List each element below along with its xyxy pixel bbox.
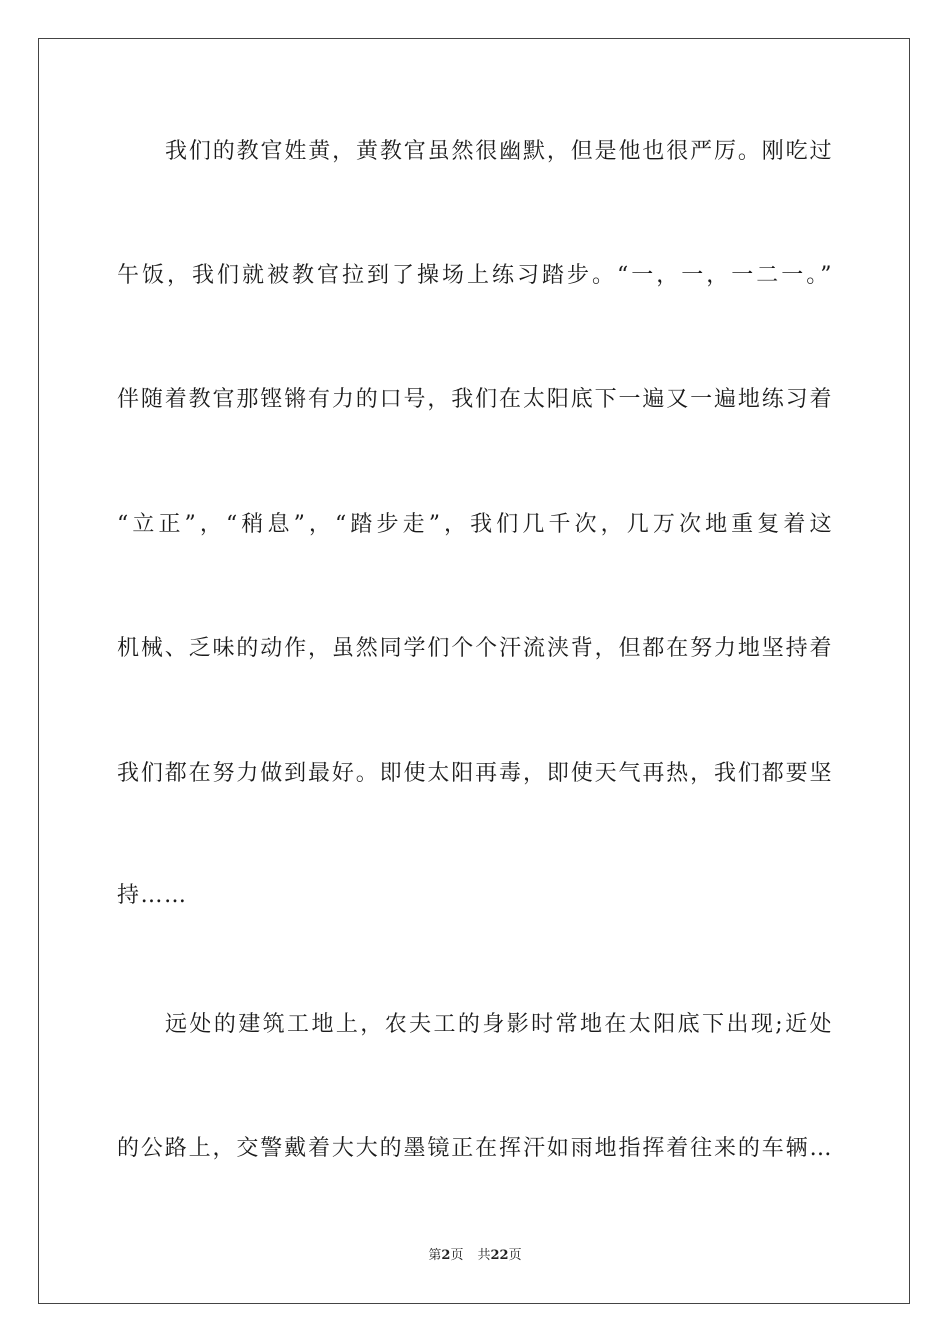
page-footer [0, 1247, 950, 1265]
paragraph-2-line-2: 的公路上，交警戴着大大的墨镜正在挥汗如雨地指挥着往来的车辆… [117, 1136, 833, 1161]
paragraph-1-line-1: 我们的教官姓黄，黄教官虽然很幽默，但是他也很严厉。刚吃过 [165, 139, 833, 164]
paragraph-1-line-3: 伴随着教官那铿锵有力的口号，我们在太阳底下一遍又一遍地练习着 [117, 387, 833, 412]
paragraph-1-line-6: 我们都在努力做到最好。即使太阳再毒，即使天气再热，我们都要坚 [117, 761, 833, 786]
paragraph-2-line-1: 远处的建筑工地上，农夫工的身影时常地在太阳底下出现;近处 [165, 1012, 833, 1037]
total-suffix: 页 [508, 1248, 522, 1263]
page-prefix: 第 [428, 1248, 442, 1263]
page-border [38, 38, 910, 1304]
total-prefix: 共 [477, 1248, 491, 1263]
total-pages: 22 [490, 1248, 509, 1263]
paragraph-1-line-5: 机械、乏味的动作，虽然同学们个个汗流浃背，但都在努力地坚持着 [117, 636, 833, 661]
paragraph-1-line-4: “立正”，“稍息”，“踏步走”，我们几千次，几万次地重复着这 [117, 512, 833, 537]
paragraph-1-line-2: 午饭，我们就被教官拉到了操场上练习踏步。“一，一，一二一。” [117, 263, 833, 288]
page-number: 2 [441, 1248, 451, 1263]
page-suffix: 页 [450, 1248, 464, 1263]
paragraph-1-line-7: 持…… [117, 883, 188, 908]
